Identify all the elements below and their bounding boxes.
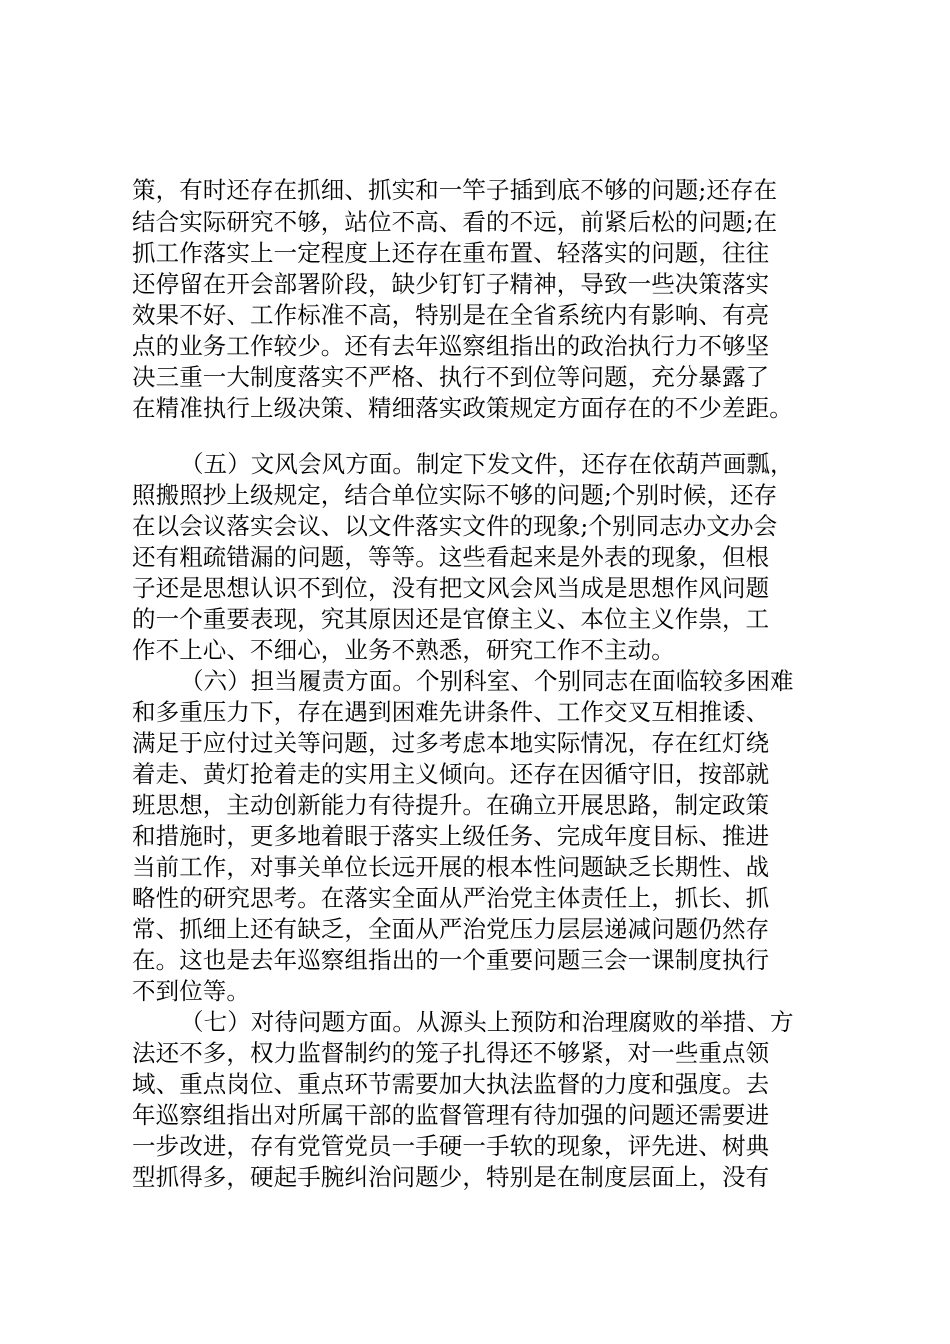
text-line: 决三重一大制度落实不严格、执行不到位等问题，充分暴露了 <box>132 363 770 391</box>
text-line: 在精准执行上级决策、精细落实政策规定方面存在的不少差距。 <box>132 394 793 422</box>
text-line: 班思想，主动创新能力有待提升。在确立开展思路，制定政策 <box>132 791 770 819</box>
text-line: 法还不多，权力监督制约的笼子扎得还不够紧，对一些重点领 <box>132 1039 770 1067</box>
text-line: 在。这也是去年巡察组指出的一个重要问题三会一课制度执行 <box>132 946 770 974</box>
text-line: 着走、黄灯抢着走的实用主义倾向。还存在因循守旧，按部就 <box>132 760 770 788</box>
text-line: 子还是思想认识不到位，没有把文风会风当成是思想作风问题 <box>132 574 770 602</box>
text-line: 效果不好、工作标准不高，特别是在全省系统内有影响、有亮 <box>132 301 770 329</box>
text-line: 常、抓细上还有缺乏，全面从严治党压力层层递减问题仍然存 <box>132 915 770 943</box>
text-line: 抓工作落实上一定程度上还存在重布置、轻落实的问题，往往 <box>132 239 770 267</box>
text-line: 不到位等。 <box>132 977 250 1005</box>
text-line: 域、重点岗位、重点环节需要加大执法监督的力度和强度。去 <box>132 1070 770 1098</box>
text-line: 一步改进，存有党管党员一手硬一手软的现象，评先进、树典 <box>132 1132 770 1160</box>
paragraph-5-first-line: （五）文风会风方面。制定下发文件，还存在依葫芦画瓢， <box>180 450 794 478</box>
text-line: 策，有时还存在抓细、抓实和一竿子插到底不够的问题;还存在 <box>132 176 778 204</box>
text-line: 的一个重要表现，究其原因还是官僚主义、本位主义作祟，工 <box>132 605 770 633</box>
text-line: 还停留在开会部署阶段，缺少钉钉子精神，导致一些决策落实 <box>132 270 770 298</box>
text-line: 还有粗疏错漏的问题，等等。这些看起来是外表的现象，但根 <box>132 543 770 571</box>
text-line: 点的业务工作较少。还有去年巡察组指出的政治执行力不够坚 <box>132 332 770 360</box>
text-line: 当前工作，对事关单位长远开展的根本性问题缺乏长期性、战 <box>132 853 770 881</box>
paragraph-7-first-line: （七）对待问题方面。从源头上预防和治理腐败的举措、方 <box>180 1008 794 1036</box>
text-line: 结合实际研究不够，站位不高、看的不远，前紧后松的问题;在 <box>132 208 778 236</box>
text-line: 满足于应付过关等问题，过多考虑本地实际情况，存在红灯绕 <box>132 729 770 757</box>
text-line: 略性的研究思考。在落实全面从严治党主体责任上，抓长、抓 <box>132 884 770 912</box>
text-line: 和多重压力下，存在遇到困难先讲条件、工作交叉互相推诿、 <box>132 698 770 726</box>
text-line: 年巡察组指出对所属干部的监督管理有待加强的问题还需要进 <box>132 1101 770 1129</box>
text-line: 在以会议落实会议、以文件落实文件的现象;个别同志办文办会 <box>132 512 778 540</box>
paragraph-6-first-line: （六）担当履责方面。个别科室、个别同志在面临较多困难 <box>180 667 794 695</box>
text-line: 照搬照抄上级规定，结合单位实际不够的问题;个别时候，还存 <box>132 481 778 509</box>
text-line: 作不上心、不细心，业务不熟悉，研究工作不主动。 <box>132 636 675 664</box>
text-line: 和措施时，更多地着眼于落实上级任务、完成年度目标、推进 <box>132 822 770 850</box>
text-line: 型抓得多，硬起手腕纠治问题少，特别是在制度层面上，没有 <box>132 1163 770 1191</box>
